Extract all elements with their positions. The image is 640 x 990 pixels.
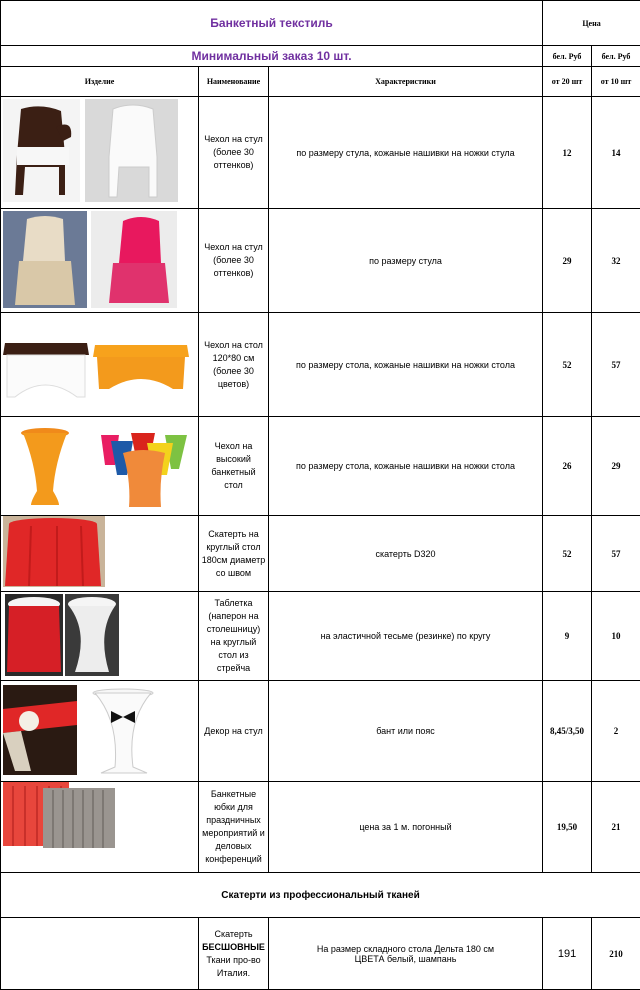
row-chars: на эластичной тесьме (резинке) по кругу: [269, 592, 543, 681]
pleated-chair-photo: [1, 209, 199, 310]
row-chars: цена за 1 м. погонный: [269, 782, 543, 873]
row-name: Декор на стул: [199, 681, 269, 782]
product-image-chair-cover: [1, 97, 199, 209]
section-title: Скатерти из профессиональный тканей: [1, 873, 640, 918]
table-row: [1, 918, 640, 990]
product-image-chair-decor: [1, 681, 199, 782]
price-20: 12: [543, 97, 592, 209]
chars-line-1: На размер складного стола Дельта 180 см: [317, 944, 494, 954]
table-row: [1, 782, 640, 873]
product-image-pleated-chair: [1, 209, 199, 313]
col-header-item: Изделие: [1, 67, 199, 97]
price-20: 9: [543, 592, 592, 681]
row-chars: по размеру стола, кожаные нашивки на ножки стола: [269, 417, 543, 516]
row-chars: по размеру стула, кожаные нашивки на ножки стула: [269, 97, 543, 209]
row-chars: по размеру стула: [269, 209, 543, 313]
price-10: 57: [592, 313, 640, 417]
table-row: [1, 516, 640, 592]
price-10: 14: [592, 97, 640, 209]
table-row: [1, 417, 640, 516]
product-image-table-topper: [1, 592, 199, 681]
table-topper-photo: [1, 592, 199, 678]
col-header-qty-20: от 20 шт: [543, 67, 592, 97]
row-name: Таблетка (наперон на столешницу) на круглый стол из стрейча: [199, 592, 269, 681]
product-image-banquet-skirt: [1, 782, 199, 873]
price-header: Цена: [543, 1, 640, 46]
price-20: 191: [543, 918, 592, 990]
row-chars: скатерть D320: [269, 516, 543, 592]
table-cover-photo: [1, 313, 199, 414]
product-image-table-cover: [1, 313, 199, 417]
product-image-empty: [1, 918, 199, 990]
price-10: 21: [592, 782, 640, 873]
row-chars: бант или пояс: [269, 681, 543, 782]
chair-cover-photo: [1, 97, 199, 206]
name-line-1: Скатерть: [214, 929, 252, 939]
cocktail-table-photo: [1, 417, 199, 513]
product-image-cocktail-table: [1, 417, 199, 516]
price-10: 10: [592, 592, 640, 681]
price-20: 8,45/3,50: [543, 681, 592, 782]
table-row: [1, 681, 640, 782]
chair-decor-photo: [1, 681, 199, 779]
row-name: Чехол на стол 120*80 см (более 30 цветов): [199, 313, 269, 417]
currency-label-a: бел. Руб: [543, 46, 592, 67]
name-line-2: Ткани про-во Италия.: [206, 955, 260, 978]
row-chars: [269, 918, 543, 990]
col-header-chars: Характеристики: [269, 67, 543, 97]
col-header-name: Наименование: [199, 67, 269, 97]
price-20: 26: [543, 417, 592, 516]
price-20: 52: [543, 313, 592, 417]
product-image-round-tablecloth: [1, 516, 199, 592]
name-bold: БЕСШОВНЫЕ: [202, 942, 265, 952]
row-chars: по размеру стола, кожаные нашивки на ножки стола: [269, 313, 543, 417]
price-20: 19,50: [543, 782, 592, 873]
price-10: 210: [592, 918, 640, 990]
row-name: Чехол на стул (более 30 оттенков): [199, 97, 269, 209]
table-title: Банкетный текстиль: [1, 1, 543, 46]
row-name: [199, 918, 269, 990]
price-10: 57: [592, 516, 640, 592]
col-header-qty-10: от 10 шт: [592, 67, 640, 97]
currency-label-b: бел. Руб: [592, 46, 640, 67]
price-10: 32: [592, 209, 640, 313]
table-row: [1, 592, 640, 681]
table-row: [1, 209, 640, 313]
price-10: 29: [592, 417, 640, 516]
row-name: Чехол на высокий банкетный стол: [199, 417, 269, 516]
banquet-skirt-photo: [1, 782, 199, 870]
row-name: Чехол на стул (более 30 оттенков): [199, 209, 269, 313]
min-order-note: Минимальный заказ 10 шт.: [1, 46, 543, 67]
price-20: 29: [543, 209, 592, 313]
table-row: [1, 97, 640, 209]
price-10: 2: [592, 681, 640, 782]
table-row: [1, 313, 640, 417]
row-name: Скатерть на круглый стол 180см диаметр со швом: [199, 516, 269, 592]
price-20: 52: [543, 516, 592, 592]
row-name: Банкетные юбки для праздничных мероприятий и деловых конференций: [199, 782, 269, 873]
round-tablecloth-photo: [1, 516, 199, 589]
chars-line-2: ЦВЕТА белый, шампань: [355, 954, 457, 964]
